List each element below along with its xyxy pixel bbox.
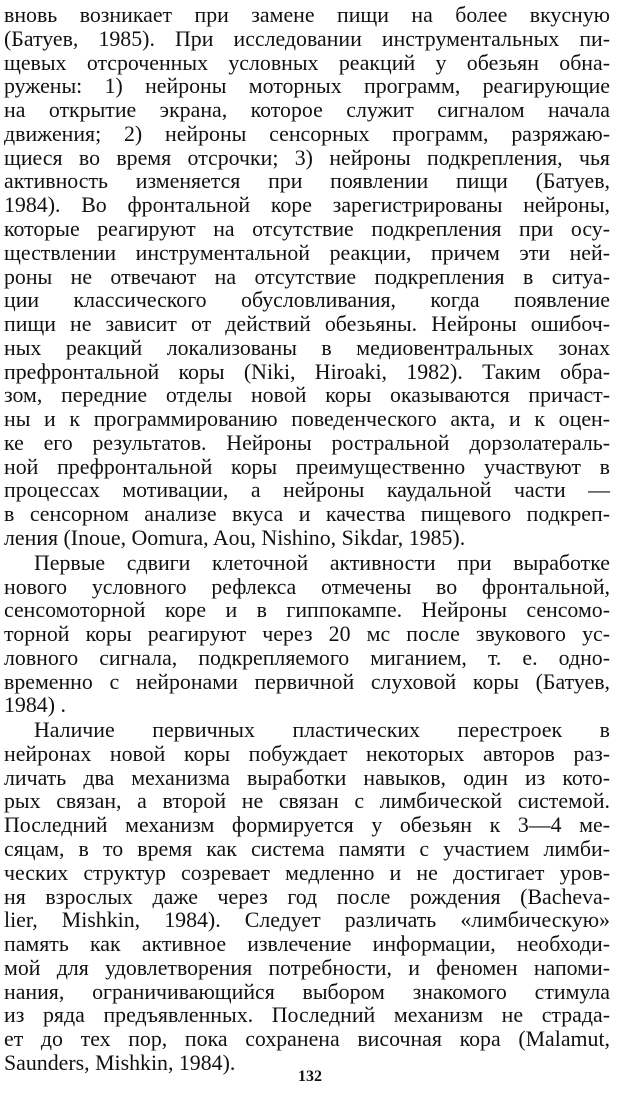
text-line: сяцам, в то время как система памяти с участием лимби-	[4, 837, 610, 861]
text-line: 1984). Во фронтальной коре зарегистрированы нейроны,	[4, 193, 610, 217]
text-line: рых связан, а второй не связан с лимбической системой.	[4, 789, 610, 813]
text-line: из ряда предъявленных. Последний механизм не страда-	[4, 1003, 610, 1027]
text-line: нания, ограничивающийся выбором знакомого стимула	[4, 980, 610, 1004]
text-line: ны и к программированию поведенческого акта, и к оцен-	[4, 407, 610, 431]
text-line: ловного сигнала, подкрепляемого миганием, т. е. одно-	[4, 646, 610, 670]
text-line: ке его результатов. Нейроны ростральной дорзолатераль-	[4, 431, 610, 455]
text-line: ления (Inoue, Oomura, Aou, Nishino, Sikdar, 1985).	[4, 526, 466, 550]
text-line: ческих структур созревает медленно и не достигает уров-	[4, 861, 610, 885]
text-line: ня взрослых даже через год после рождения (Bacheva-	[4, 885, 610, 909]
text-line: нейронах новой коры побуждает некоторых авторов раз-	[4, 742, 610, 766]
text-line: нового условного рефлекса отмечены во фронтальной,	[4, 575, 610, 599]
text-line: ной префронтальной коры преимущественно участвуют в	[4, 455, 610, 479]
text-line: пищи не зависит от действий обезьяны. Нейроны ошибоч-	[4, 312, 610, 336]
text-line: (Батуев, 1985). При исследовании инструментальных пи-	[4, 27, 610, 51]
text-line: ществлении инструментальной реакции, причем эти ней-	[4, 241, 610, 265]
text-line: вновь возникает при замене пищи на более вкусную	[4, 3, 610, 27]
text-line: Saunders, Mishkin, 1984).	[4, 1051, 236, 1075]
text-line: временно с нейронами первичной слуховой коры (Батуев,	[4, 670, 610, 694]
text-line: торной коры реагируют через 20 мс после звукового ус-	[4, 622, 610, 646]
text-line: lier, Mishkin, 1984). Следует различать «лимбическую»	[4, 908, 610, 932]
text-line: Последний механизм формируется у обезьян к 3—4 ме-	[4, 813, 610, 837]
text-line: префронтальной коры (Niki, Hiroaki, 1982). Таким обра-	[4, 360, 610, 384]
text-line: мой для удовлетворения потребности, и феномен напоми-	[4, 956, 610, 980]
text-line: зом, передние отделы новой коры оказываются причаст-	[4, 383, 610, 407]
text-line: Первые сдвиги клеточной активности при выработке	[34, 551, 610, 575]
text-line: Наличие первичных пластических перестроек в	[34, 718, 610, 742]
text-line: активность изменяется при появлении пищи (Батуев,	[4, 169, 610, 193]
text-line: процессах мотивации, а нейроны каудальной части —	[4, 478, 610, 502]
text-line: которые реагируют на отсутствие подкрепления при осу-	[4, 217, 610, 241]
text-line: в сенсорном анализе вкуса и качества пищевого подкреп-	[4, 502, 610, 526]
text-line: память как активное извлечение информации, необходи-	[4, 932, 610, 956]
text-line: сенсомоторной коре и в гиппокампе. Нейроны сенсомо-	[4, 598, 610, 622]
text-line: личать два механизма выработки навыков, один из кото-	[4, 766, 610, 790]
text-line: ции классического обусловливания, когда появление	[4, 288, 610, 312]
page-number: 132	[298, 1068, 322, 1085]
text-line: движения; 2) нейроны сенсорных программ, разряжаю-	[4, 122, 610, 146]
text-line: щевых отсроченных условных реакций у обезьян обна-	[4, 51, 610, 75]
text-line: роны не отвечают на отсутствие подкрепления в ситуа-	[4, 265, 610, 289]
text-line: ружены: 1) нейроны моторных программ, реагирующие	[4, 74, 610, 98]
text-line: 1984) .	[4, 693, 66, 717]
text-line: ет до тех пор, пока сохранена височная кора (Malamut,	[4, 1027, 610, 1051]
text-line: на открытие экрана, которое служит сигналом начала	[4, 98, 610, 122]
text-line: ных реакций локализованы в медиовентральных зонах	[4, 336, 610, 360]
text-line: щиеся во время отсрочки; 3) нейроны подкрепления, чья	[4, 146, 610, 170]
